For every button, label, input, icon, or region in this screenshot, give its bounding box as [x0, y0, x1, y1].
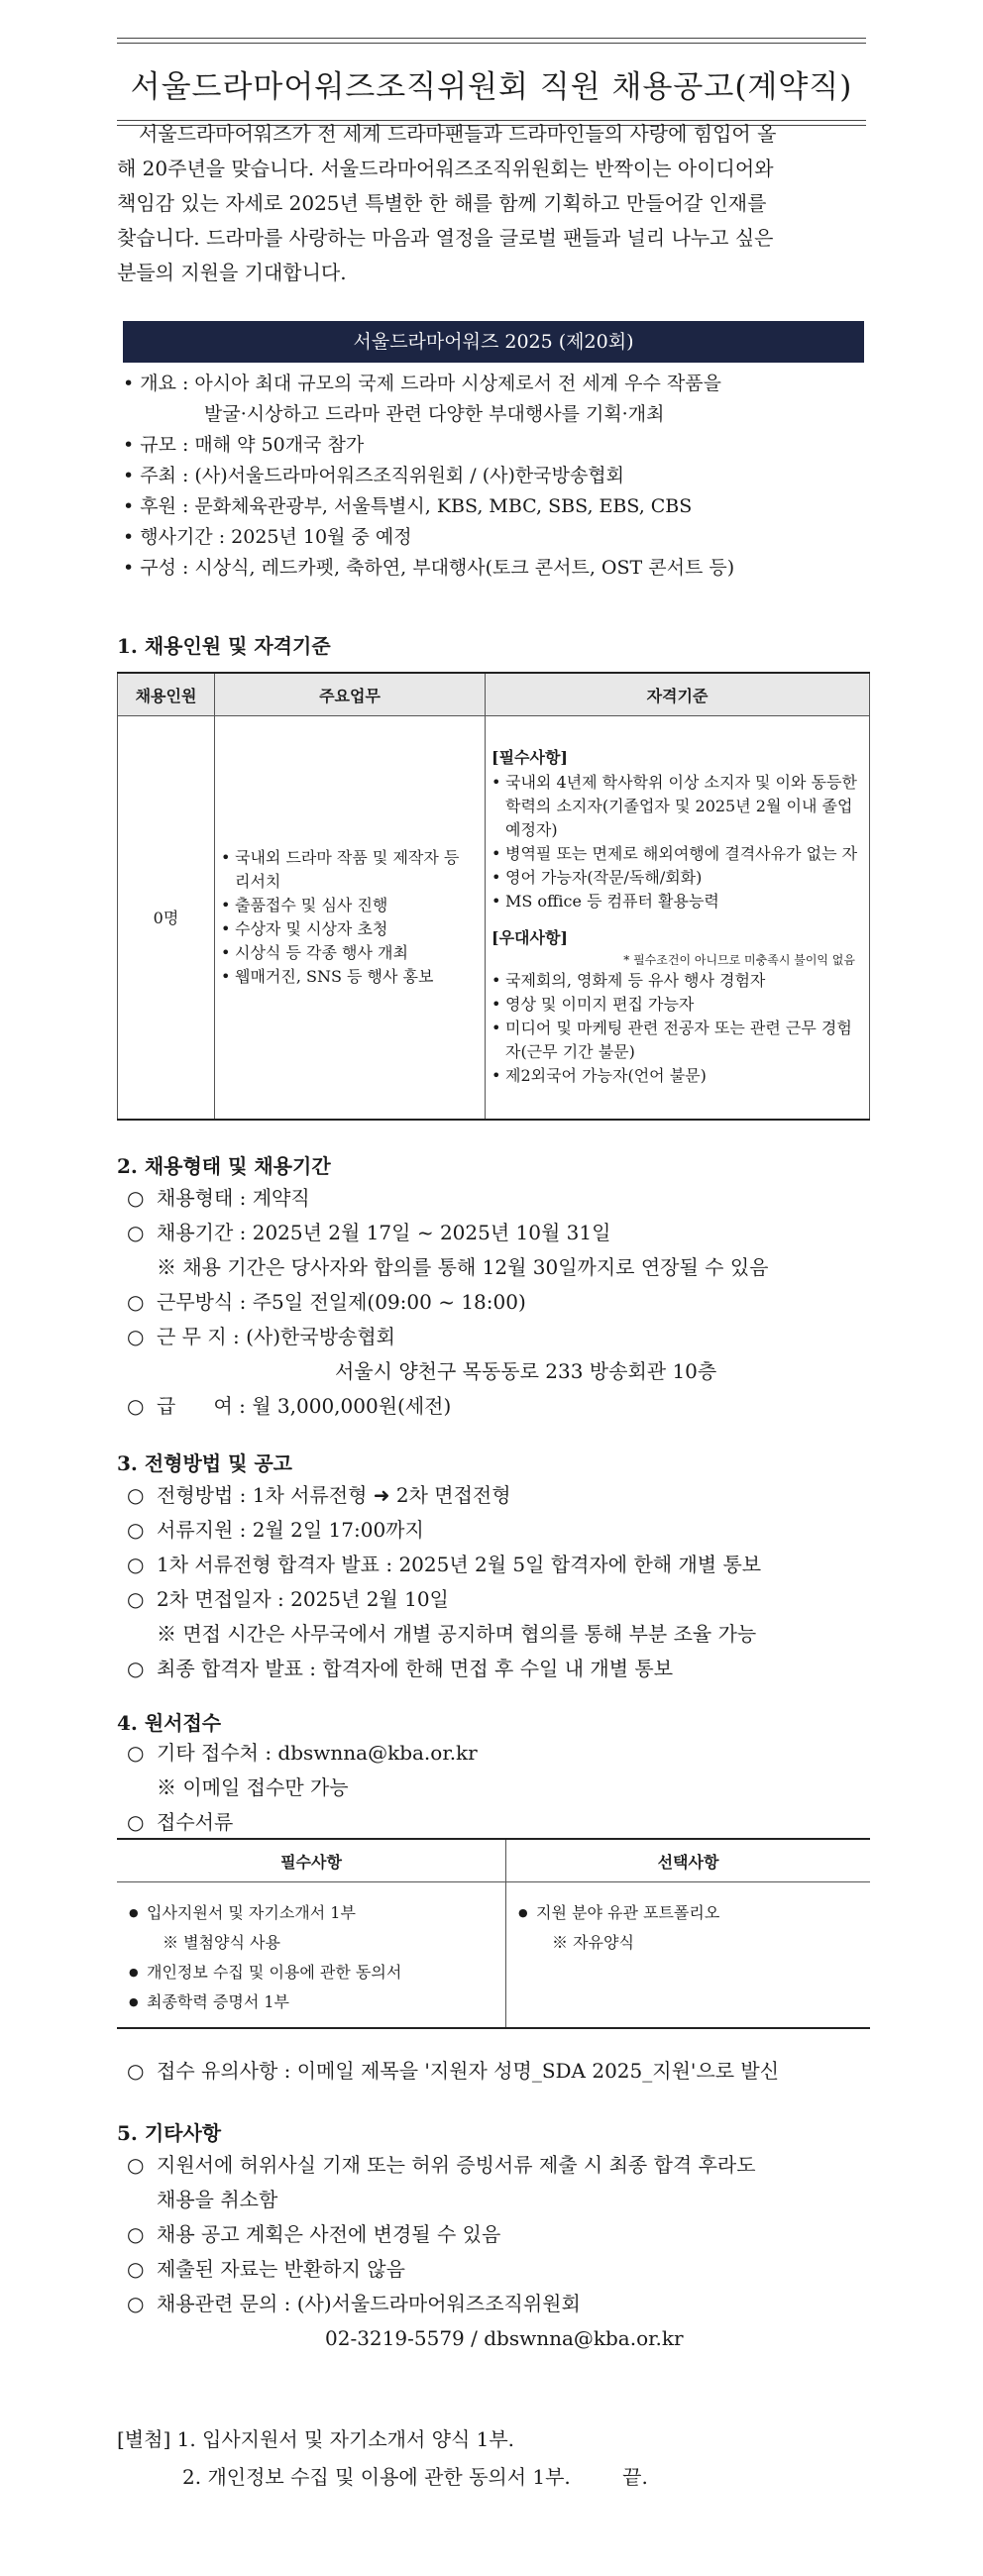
preferred-item: • 영상 및 이미지 편집 가능자 — [492, 993, 861, 1017]
overview-item: 발굴·시상하고 드라마 관련 다양한 부대행사를 기획·개최 — [204, 403, 665, 425]
section-4-list — [127, 1736, 880, 1840]
list-item: ○ 접수서류 — [127, 1810, 234, 1834]
preferred-label: [우대사항] — [492, 927, 568, 947]
list-item: ○ 채용 공고 계획은 사전에 변경될 수 있음 — [127, 2222, 501, 2246]
list-item: ○ 제출된 자료는 반환하지 않음 — [127, 2257, 405, 2281]
table-header: 필수사항 — [117, 1839, 506, 1882]
table-header: 주요업무 — [215, 673, 486, 716]
contact-line: 02-3219-5579 / dbswnna@kba.or.kr — [325, 2326, 684, 2350]
list-item-cont: 채용을 취소함 — [157, 2188, 278, 2211]
required-docs-cell — [117, 1882, 506, 2029]
section-4-title: 4. 원서접수 — [117, 1711, 222, 1735]
required-doc: ● 입사지원서 및 자기소개서 1부 — [129, 1898, 493, 1928]
optional-doc-note: ※ 자유양식 — [552, 1933, 634, 1952]
headcount-cell: 0명 — [118, 716, 215, 1120]
duty-item: • 웹매거진, SNS 등 행사 홍보 — [221, 965, 479, 989]
required-item: • MS office 등 컴퓨터 활용능력 — [492, 890, 861, 913]
list-item: ○ 접수 유의사항 : 이메일 제목을 '지원자 성명_SDA 2025_지원'으로 발신 — [127, 2059, 780, 2083]
list-note: ※ 면접 시간은 사무국에서 개별 공지하며 협의를 통해 부분 조율 가능 — [157, 1622, 757, 1646]
list-item: ○ 전형방법 : 1차 서류전형 ➜ 2차 면접전형 — [127, 1483, 511, 1507]
list-item: ○ 채용형태 : 계약직 — [127, 1186, 310, 1210]
list-item: ○ 채용기간 : 2025년 2월 17일 ~ 2025년 10월 31일 — [127, 1221, 611, 1244]
required-item: • 병역필 또는 면제로 해외여행에 결격사유가 없는 자 — [492, 842, 861, 866]
overview-item: • 주최 : (사)서울드라마어워즈조직위원회 / (사)한국방송협회 — [123, 465, 625, 486]
table-header: 선택사항 — [506, 1839, 871, 1882]
title-box — [117, 38, 866, 126]
list-note: ※ 채용 기간은 당사자와 합의를 통해 12월 30일까지로 연장될 수 있음 — [157, 1255, 769, 1279]
section-5-list — [127, 2148, 880, 2356]
table-header: 자격기준 — [486, 673, 870, 716]
attachment-line: 2. 개인정보 수집 및 이용에 관한 동의서 1부. 끝. — [182, 2465, 648, 2489]
list-item: ○ 근 무 지 : (사)한국방송협회 — [127, 1325, 395, 1348]
required-label: [필수사항] — [492, 747, 568, 767]
table-header: 채용인원 — [118, 673, 215, 716]
list-item: ○ 지원서에 허위사실 기재 또는 허위 증빙서류 제출 시 최종 합격 후라도 — [127, 2153, 756, 2177]
preferred-item: • 미디어 및 마케팅 관련 전공자 또는 관련 근무 경험자(근무 기간 불문) — [492, 1017, 861, 1064]
required-item: • 영어 가능자(작문/독해/회화) — [492, 866, 861, 890]
intro-line: 책임감 있는 자세로 2025년 특별한 한 해를 함께 기획하고 만들어갈 인재를 — [117, 191, 767, 215]
list-note: 서울시 양천구 목동동로 233 방송회관 10층 — [335, 1359, 717, 1383]
duty-item: • 시상식 등 각종 행사 개최 — [221, 941, 479, 965]
required-item: • 국내외 4년제 학사학위 이상 소지자 및 이와 동등한 학력의 소지자(기졸업자 및 2025년 2월 이내 졸업 예정자) — [492, 771, 861, 842]
list-item: ○ 급 여 : 월 3,000,000원(세전) — [127, 1394, 452, 1418]
attachment-line: [별첨] 1. 입사지원서 및 자기소개서 양식 1부. — [117, 2427, 515, 2451]
section-3-list — [127, 1478, 880, 1686]
intro-line: 찾습니다. 드라마를 사랑하는 마음과 열정을 글로벌 팬들과 널리 나누고 싶은 — [117, 226, 774, 250]
required-doc-note: ※ 별첨양식 사용 — [163, 1933, 280, 1952]
event-banner: 서울드라마어워즈 2025 (제20회) — [123, 321, 864, 363]
intro-paragraph — [117, 117, 870, 290]
list-note: ※ 이메일 접수만 가능 — [157, 1775, 349, 1799]
overview-item: • 개요 : 아시아 최대 규모의 국제 드라마 시상제로서 전 세계 우수 작품을 — [123, 373, 721, 394]
overview-item: • 후원 : 문화체육관광부, 서울특별시, KBS, MBC, SBS, EBS, CBS — [123, 495, 693, 517]
section-5-title: 5. 기타사항 — [117, 2121, 222, 2145]
event-overview — [123, 369, 876, 584]
preferred-item: • 제2외국어 가능자(언어 불문) — [492, 1064, 861, 1088]
intro-line: 분들의 지원을 기대합니다. — [117, 261, 347, 284]
required-doc: ● 최종학력 증명서 1부 — [129, 1987, 493, 2017]
overview-item: • 행사기간 : 2025년 10월 중 예정 — [123, 526, 412, 548]
qualifications-cell — [486, 716, 870, 1120]
end-mark: 끝. — [622, 2465, 648, 2489]
intro-line: 서울드라마어워즈가 전 세계 드라마팬들과 드라마인들의 사랑에 힘입어 올 — [139, 122, 777, 146]
recruitment-table — [117, 672, 870, 1121]
page-title: 서울드라마어워즈조직위원회 직원 채용공고(계약직) — [130, 69, 853, 105]
attachments — [117, 2420, 648, 2496]
list-item: ○ 기타 접수처 : dbswnna@kba.or.kr — [127, 1741, 478, 1765]
section-1-title: 1. 채용인원 및 자격기준 — [117, 634, 331, 658]
duties-cell — [215, 716, 486, 1120]
preferred-note: * 필수조건이 아니므로 미충족시 불이익 없음 — [623, 952, 855, 967]
section-4-caution — [127, 2054, 880, 2089]
list-item: ○ 서류지원 : 2월 2일 17:00까지 — [127, 1518, 424, 1542]
list-item: ○ 1차 서류전형 합격자 발표 : 2025년 2월 5일 합격자에 한해 개별 통보 — [127, 1553, 762, 1576]
duty-item: • 출품접수 및 심사 진행 — [221, 894, 479, 917]
optional-doc: ● 지원 분야 유관 포트폴리오 — [518, 1898, 858, 1928]
section-3-title: 3. 전형방법 및 공고 — [117, 1451, 293, 1475]
overview-item: • 구성 : 시상식, 레드카펫, 축하연, 부대행사(토크 콘서트, OST 콘서트 등) — [123, 557, 735, 579]
overview-item: • 규모 : 매해 약 50개국 참가 — [123, 434, 365, 456]
section-2-list — [127, 1181, 880, 1424]
intro-line: 해 20주년을 맞습니다. 서울드라마어워즈조직위원회는 반짝이는 아이디어와 — [117, 157, 774, 180]
documents-table — [117, 1838, 870, 2029]
duty-item: • 수상자 및 시상자 초청 — [221, 917, 479, 941]
list-item: ○ 2차 면접일자 : 2025년 2월 10일 — [127, 1587, 449, 1611]
required-doc: ● 개인정보 수집 및 이용에 관한 동의서 — [129, 1958, 493, 1987]
optional-docs-cell — [506, 1882, 871, 2029]
list-item: ○ 근무방식 : 주5일 전일제(09:00 ~ 18:00) — [127, 1290, 526, 1314]
preferred-item: • 국제회의, 영화제 등 유사 행사 경험자 — [492, 969, 861, 993]
list-item: ○ 채용관련 문의 : (사)서울드라마어워즈조직위원회 — [127, 2292, 581, 2315]
list-item: ○ 최종 합격자 발표 : 합격자에 한해 면접 후 수일 내 개별 통보 — [127, 1657, 674, 1680]
section-2-title: 2. 채용형태 및 채용기간 — [117, 1154, 331, 1178]
duty-item: • 국내외 드라마 작품 및 제작자 등 리서치 — [221, 846, 479, 894]
